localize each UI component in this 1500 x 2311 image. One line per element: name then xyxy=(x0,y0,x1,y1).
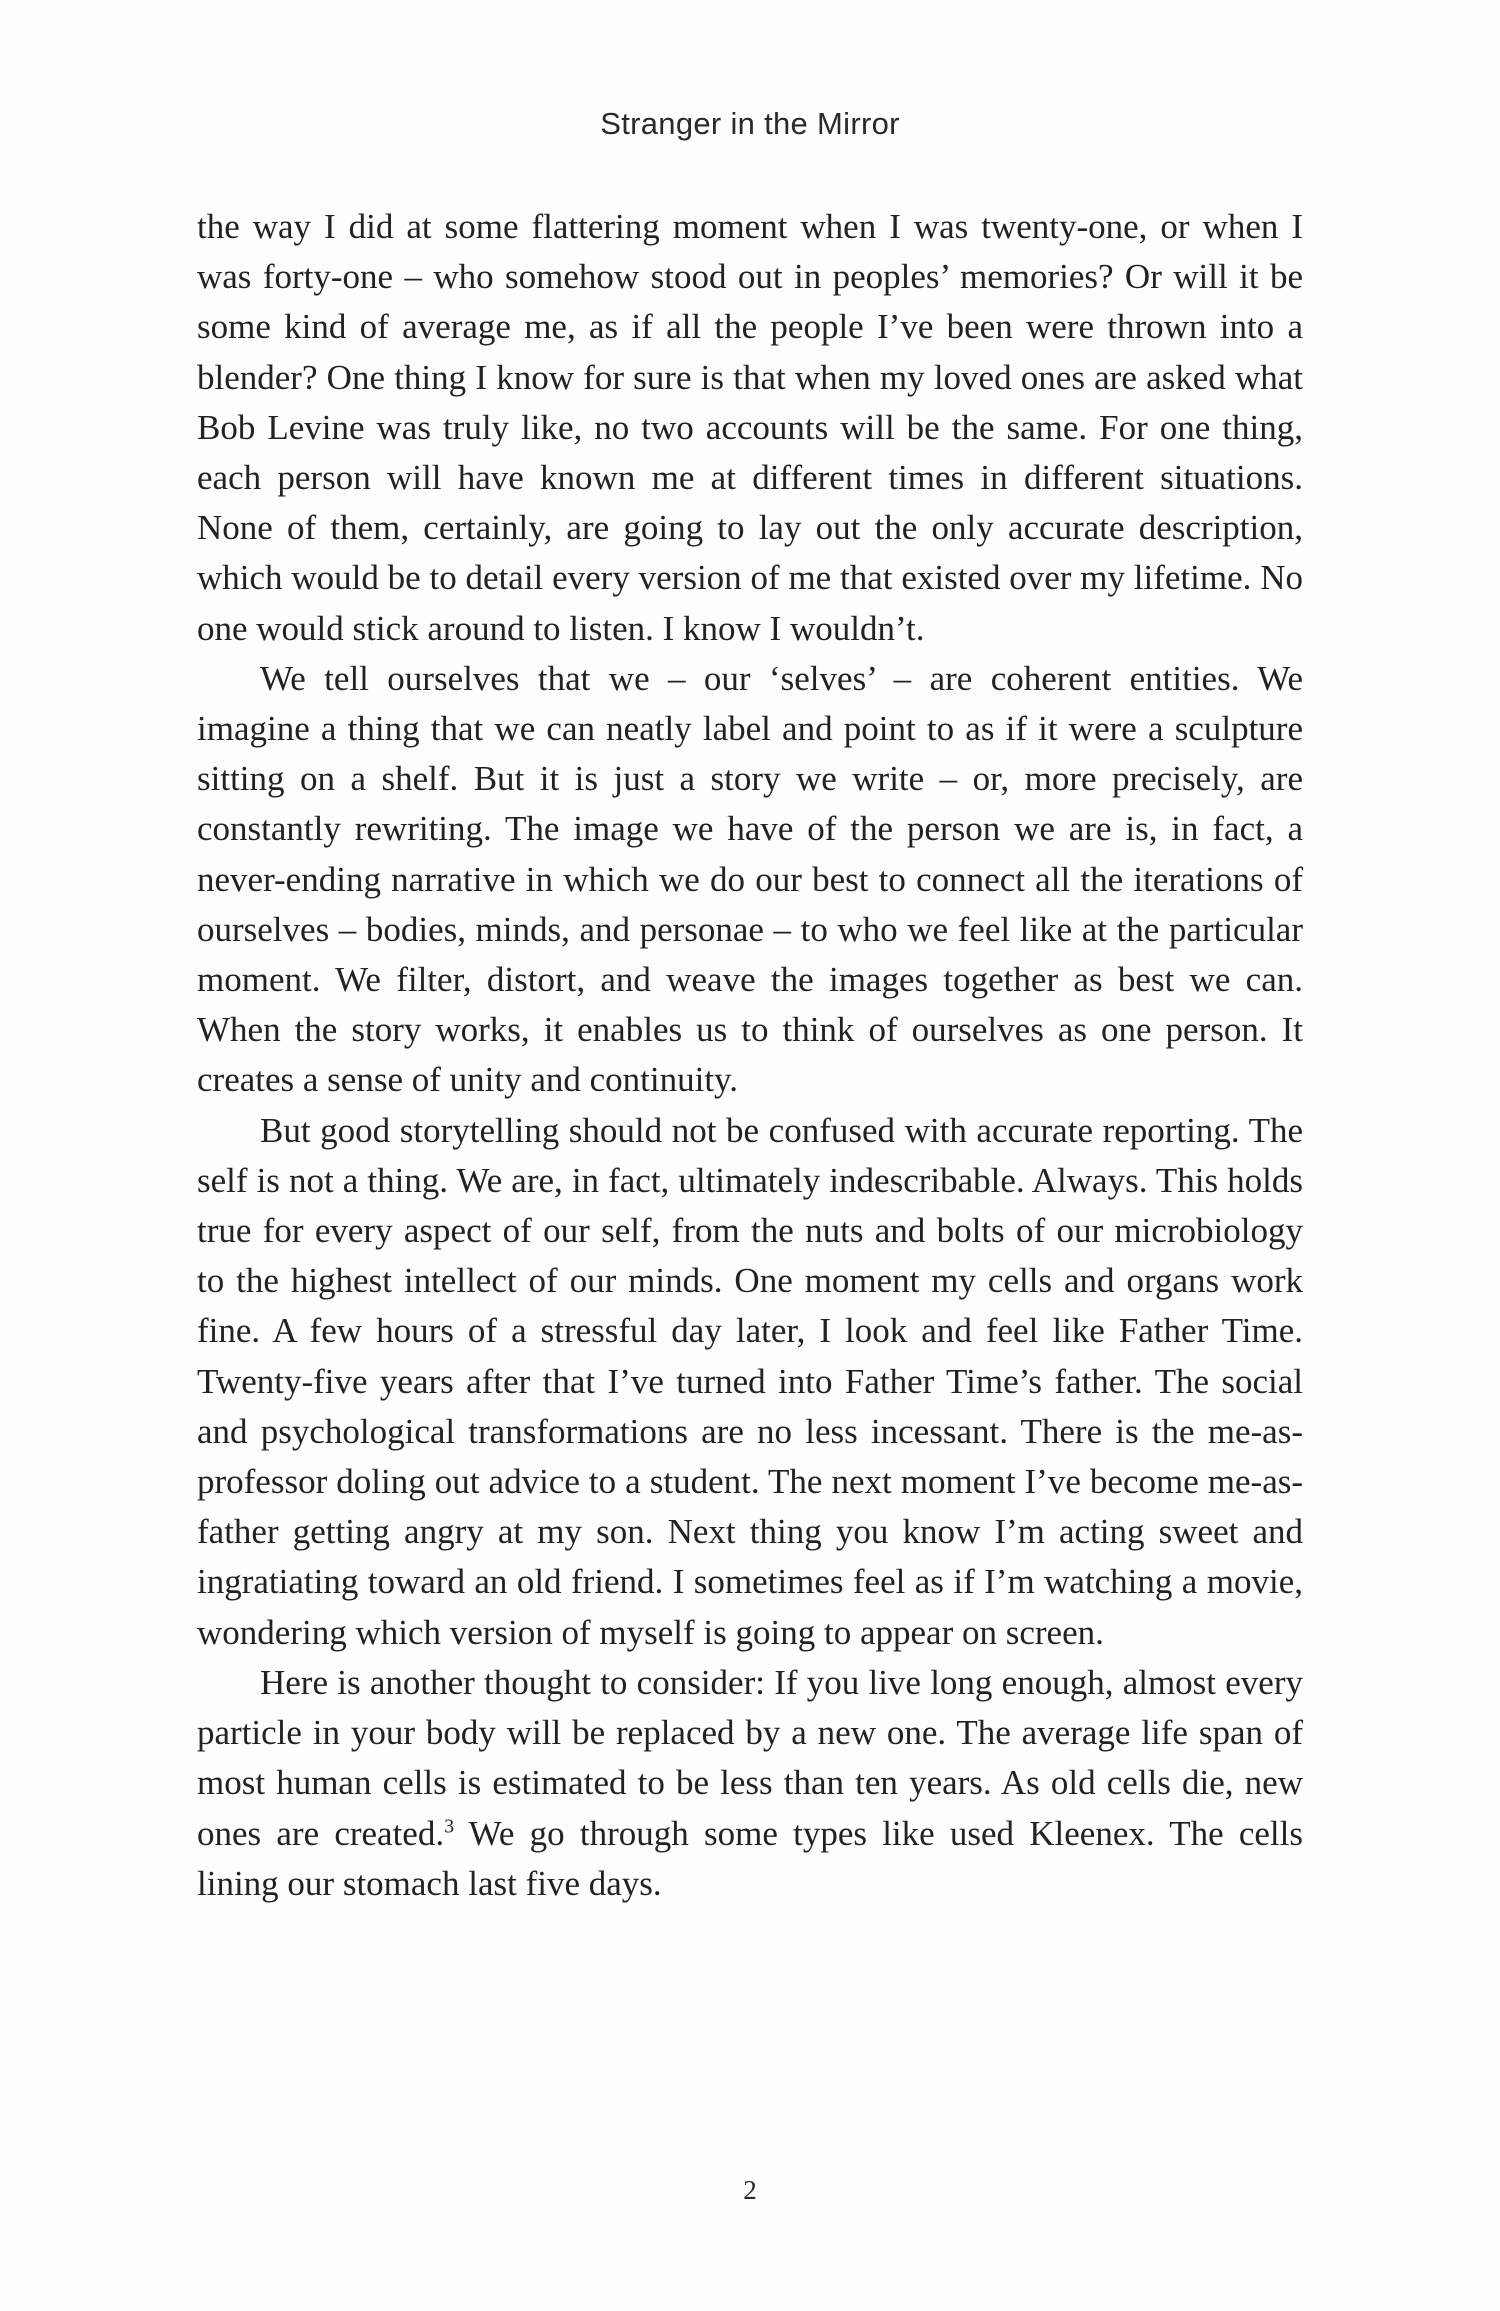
paragraph-2: We tell ourselves that we – our ‘selves’ – are coherent entities. We imagine a thing that we can neatly label and point to as if it were a sculpture sitting on a shelf. But it is just a story we write – or, more precisely, are constantly rewriting. The image we have of the person we are is, in fact, a never-ending narrative in which we do our best to connect all the iterations of ourselves – bodies, minds, and personae – to who we feel like at the particular moment. We filter, distort, and weave the images together as best we can. When the story works, it enables us to think of ourselves as one person. It creates a sense of unity and continuity. xyxy=(197,658,1303,1100)
paragraph-4-text-b: We go through some types like used Kleenex. The cells lining our stomach last five days. xyxy=(197,1813,1303,1903)
paragraph-3: But good storytelling should not be confused with accurate reporting. The self is not a thing. We are, in fact, ultimately indescribable. Always. This holds true for every aspect of our self, from the nuts and bolts of our microbiology to the highest intellect of our minds. One moment my cells and organs work fine. A few hours of a stressful day later, I look and feel like Father Time. Twenty-five years after that I’ve turned into Father Time’s father. The social and psychological transformations are no less incessant. There is the me-as-professor doling out advice to a student. The next moment I’ve become me-as-father getting angry at my son. Next thing you know I’m acting sweet and ingratiating toward an old friend. I sometimes feel as if I’m watching a movie, wondering which version of myself is going to appear on screen. xyxy=(197,1110,1303,1652)
paragraph-1: the way I did at some flattering moment when I was twenty-one, or when I was forty-one – who somehow stood out in peoples’ memories? Or will it be some kind of average me, as if all the people I’ve been were thrown into a blender? One thing I know for sure is that when my loved ones are asked what Bob Levine was truly like, no two accounts will be the same. For one thing, each person will have known me at different times in different situations. None of them, certainly, are going to lay out the only accurate description, which would be to detail every version of me that existed over my lifetime. No one would stick around to listen. I know I wouldn’t. xyxy=(197,207,1303,648)
paragraph-4-text-a: Here is another thought to consider: If you live long enough, almost every particle in your body will be replaced by a new one. The average life span of most human cells is estimated to be less than ten years. As old cells die, new ones are created. xyxy=(197,1662,1303,1853)
paragraph-4 xyxy=(197,1658,1303,1909)
running-head-title: Stranger in the Mirror xyxy=(600,106,900,141)
body-text xyxy=(197,202,1303,1909)
footnote-reference: 3 xyxy=(444,1814,455,1837)
page-number: 2 xyxy=(743,2175,757,2205)
